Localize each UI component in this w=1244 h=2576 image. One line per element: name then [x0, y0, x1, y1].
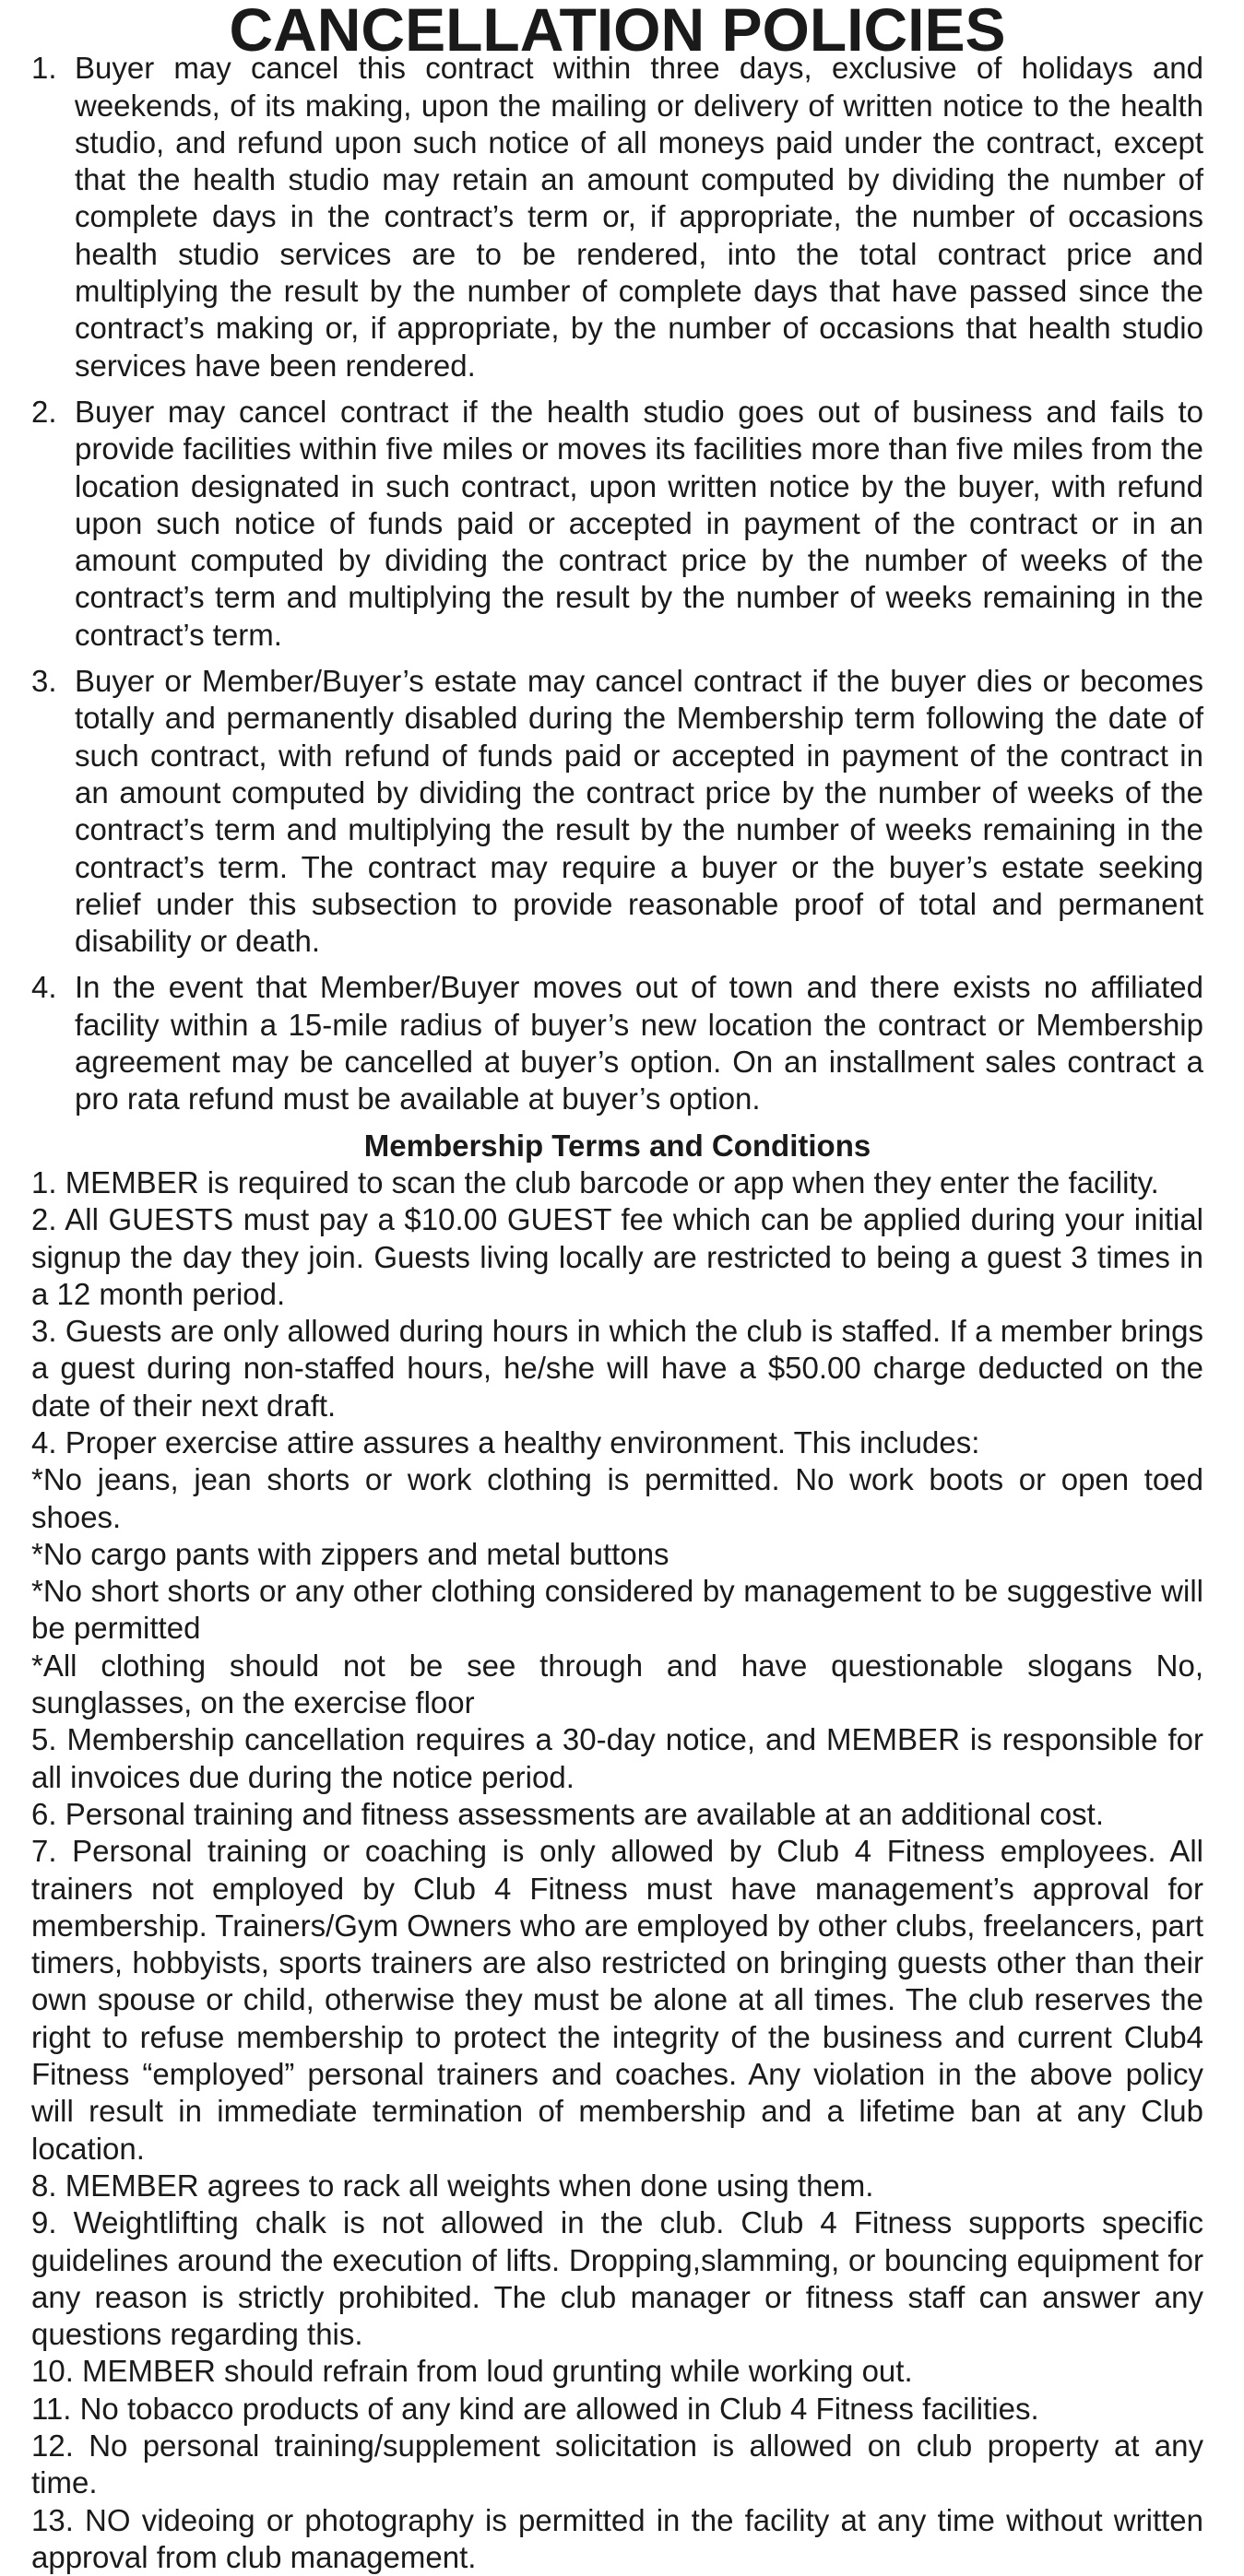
- cancellation-policy-item: [31, 394, 1203, 654]
- membership-term-line: 5. Membership cancellation requires a 30-day notice, and MEMBER is responsible for all invoices due during the notice period.: [31, 1722, 1203, 1794]
- cancellation-policy-text: Buyer or Member/Buyer’s estate may cancel contract if the buyer dies or becomes totally and permanently disabled during the Membership term following the date of such contract, with refund of funds paid or accepted in payment of the contract in an amount computed by dividing the contract price by the number of weeks of the contract’s term and multiplying the result by the number of weeks remaining in the contract’s term. The contract may require a buyer or the buyer’s estate seeking relief under this subsection to provide reasonable proof of total and permanent disability or death.: [75, 664, 1203, 959]
- attire-rule-line: *No jeans, jean shorts or work clothing is permitted. No work boots or open toed shoes.: [31, 1462, 1203, 1534]
- membership-term-line: 13. NO videoing or photography is permitted in the facility at any time without written approval from club management.: [31, 2502, 1203, 2574]
- attire-rule-line: *All clothing should not be see through and have questionable slogans No, sunglasses, on the exercise floor: [31, 1648, 1203, 1720]
- attire-rule-line: *No short shorts or any other clothing considered by management to be suggestive will be permitted: [31, 1574, 1203, 1646]
- membership-terms-list: [31, 1164, 1203, 2576]
- cancellation-policy-item: [31, 969, 1203, 1117]
- cancellation-policies-heading: CANCELLATION POLICIES: [229, 0, 1006, 64]
- membership-term-line: 10. MEMBER should refrain from loud grunting while working out.: [31, 2354, 913, 2389]
- cancellation-policy-text: Buyer may cancel contract if the health studio goes out of business and fails to provide facilities within five miles or moves its facilities more than five miles from the location designated in such contract, upon written notice by the buyer, with refund upon such notice of funds paid or accepted in payment of the contract or in an amount computed by dividing the contract price by the number of weeks of the contract’s term and multiplying the result by the number of weeks remaining in the contract’s term.: [75, 394, 1203, 652]
- cancellation-policy-number: 1.: [31, 51, 57, 86]
- membership-term-line: 8. MEMBER agrees to rack all weights when done using them.: [31, 2168, 874, 2203]
- cancellation-policy-item: [31, 50, 1203, 384]
- cancellation-policy-number: 4.: [31, 970, 57, 1005]
- cancellation-policy-number: 3.: [31, 664, 57, 699]
- membership-term-line: 3. Guests are only allowed during hours in which the club is staffed. If a member brings a guest during non-staffed hours, he/she will have a $50.00 charge deducted on the date of their next draft.: [31, 1314, 1203, 1423]
- cancellation-policy-text: Buyer may cancel this contract within three days, exclusive of holidays and weekends, of its making, upon the mailing or delivery of written notice to the health studio, and refund upon such notice of all moneys paid under the contract, except that the health studio may retain an amount computed by dividing the number of complete days in the contract’s term or, if appropriate, the number of occasions health studio services are to be rendered, into the total contract price and multiplying the result by the number of complete days that have passed since the contract’s making or, if appropriate, by the number of occasions that health studio services have been rendered.: [75, 51, 1203, 383]
- membership-term-line: 7. Personal training or coaching is only allowed by Club 4 Fitness employees. All trainers not employed by Club 4 Fitness must have management’s approval for membership. Trainers/Gym Owners who are employed by other clubs, freelancers, part timers, hobbyists, sports trainers are also restricted on bringing guests other than their own spouse or child, otherwise they must be alone at all times. The club reserves the right to refuse membership to protect the integrity of the business and current Club4 Fitness “employed” personal trainers and coaches. Any violation in the above policy will result in immediate termination of membership and a lifetime ban at any Club location.: [31, 1834, 1204, 2166]
- cancellation-policy-text: In the event that Member/Buyer moves out of town and there exists no affiliated facility within a 15-mile radius of buyer’s new location the contract or Membership agreement may be cancelled at buyer’s option. On an installment sales contract a pro rata refund must be available at buyer’s option.: [75, 970, 1203, 1117]
- membership-term-line: 9. Weightlifting chalk is not allowed in the club. Club 4 Fitness supports specific guidelines around the execution of lifts. Dropping,slamming, or bouncing equipment for any reason is strictly prohibited. The club manager or fitness staff can answer any questions regarding this.: [31, 2205, 1203, 2352]
- cancellation-policies-list: [31, 50, 1203, 1117]
- membership-terms-heading: Membership Terms and Conditions: [363, 1128, 871, 1163]
- attire-rule-line: *No cargo pants with zippers and metal buttons: [31, 1536, 669, 1571]
- membership-term-line: 12. No personal training/supplement solicitation is allowed on club property at any time.: [31, 2428, 1203, 2500]
- cancellation-policy-number: 2.: [31, 394, 57, 429]
- membership-term-line: 1. MEMBER is required to scan the club barcode or app when they enter the facility.: [31, 1164, 1159, 1199]
- membership-term-line: 11. No tobacco products of any kind are allowed in Club 4 Fitness facilities.: [31, 2391, 1039, 2426]
- cancellation-policy-item: [31, 663, 1203, 960]
- membership-term-line: 6. Personal training and fitness assessments are available at an additional cost.: [31, 1796, 1105, 1831]
- membership-term-line: 2. All GUESTS must pay a $10.00 GUEST fee which can be applied during your initial signup the day they join. Guests living locally are restricted to being a guest 3 times in a 12 month period.: [31, 1202, 1203, 1311]
- membership-term-line: 4. Proper exercise attire assures a healthy environment. This includes:: [31, 1424, 980, 1459]
